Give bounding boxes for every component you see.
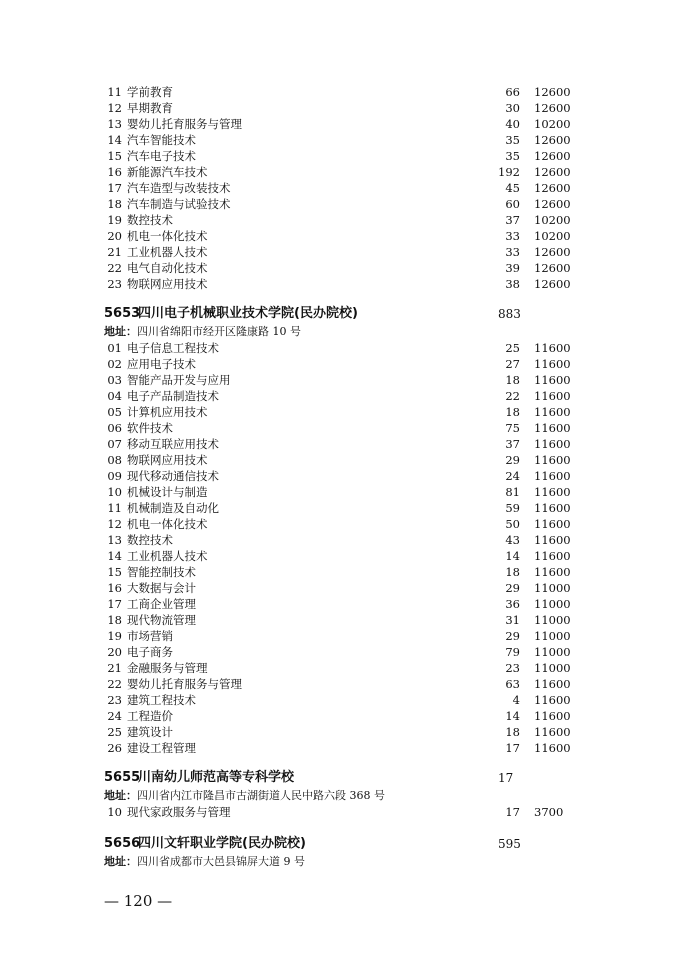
program-fee: 12600	[534, 85, 571, 99]
program-name: 物联网应用技术	[127, 453, 208, 467]
program-fee: 12600	[534, 133, 571, 147]
program-name: 学前教育	[127, 85, 173, 99]
program-code: 21	[107, 245, 122, 259]
program-code: 24	[107, 709, 122, 723]
program-fee: 11600	[534, 485, 571, 499]
school-total: 883	[498, 307, 521, 321]
program-name: 大数据与会计	[127, 581, 196, 595]
program-code: 22	[107, 261, 122, 275]
program-code: 15	[107, 149, 122, 163]
school-name: 川南幼儿师范高等专科学校	[138, 770, 295, 785]
program-fee: 11600	[534, 741, 571, 755]
program-fee: 11000	[534, 597, 571, 611]
program-count: 18	[505, 725, 520, 739]
program-count: 29	[505, 581, 520, 595]
program-code: 21	[107, 661, 122, 675]
program-fee: 3700	[534, 805, 564, 819]
program-name: 应用电子技术	[127, 357, 196, 371]
program-count: 45	[505, 181, 520, 195]
school-total: 595	[498, 837, 521, 851]
program-fee: 12600	[534, 245, 571, 259]
program-code: 09	[107, 469, 122, 483]
program-count: 17	[505, 805, 520, 819]
program-name: 机电一体化技术	[127, 229, 208, 243]
program-code: 15	[107, 565, 122, 579]
program-name: 电子信息工程技术	[127, 341, 219, 355]
program-name: 软件技术	[127, 421, 173, 435]
program-count: 35	[505, 133, 520, 147]
program-fee: 12600	[534, 197, 571, 211]
program-fee: 10200	[534, 229, 571, 243]
school-name: 四川文轩职业学院(民办院校)	[138, 836, 306, 851]
program-code: 20	[107, 645, 122, 659]
program-code: 08	[107, 453, 122, 467]
program-name: 现代家政服务与管理	[127, 805, 231, 819]
program-fee: 11000	[534, 613, 571, 627]
program-code: 10	[107, 805, 122, 819]
program-count: 66	[505, 85, 520, 99]
program-count: 33	[505, 229, 520, 243]
program-count: 30	[505, 101, 520, 115]
address-label: 地址：	[104, 855, 137, 868]
program-code: 23	[107, 693, 122, 707]
school-code: 5655	[104, 770, 141, 785]
program-count: 4	[512, 693, 520, 707]
program-name: 新能源汽车技术	[127, 165, 208, 179]
program-count: 27	[505, 357, 520, 371]
program-fee: 12600	[534, 165, 571, 179]
program-count: 18	[505, 405, 520, 419]
program-name: 建筑设计	[127, 725, 173, 739]
program-name: 数控技术	[127, 533, 173, 547]
program-code: 10	[107, 485, 122, 499]
program-code: 18	[107, 197, 122, 211]
program-fee: 11600	[534, 453, 571, 467]
program-count: 59	[505, 501, 520, 515]
program-name: 计算机应用技术	[127, 405, 208, 419]
program-fee: 11000	[534, 581, 571, 595]
program-name: 婴幼儿托育服务与管理	[127, 117, 242, 131]
school-address	[104, 324, 301, 340]
program-name: 工业机器人技术	[127, 245, 208, 259]
program-name: 汽车制造与试验技术	[127, 197, 231, 211]
program-count: 63	[505, 677, 520, 691]
program-count: 38	[505, 277, 520, 291]
address-text: 四川省成都市大邑县锦屏大道 9 号	[137, 855, 305, 868]
program-code: 18	[107, 613, 122, 627]
program-fee: 11600	[534, 725, 571, 739]
program-code: 04	[107, 389, 122, 403]
program-name: 建筑工程技术	[127, 693, 196, 707]
program-count: 29	[505, 453, 520, 467]
program-count: 35	[505, 149, 520, 163]
program-code: 23	[107, 277, 122, 291]
program-count: 37	[505, 213, 520, 227]
program-fee: 12600	[534, 149, 571, 163]
program-name: 机械设计与制造	[127, 485, 208, 499]
program-name: 电子商务	[127, 645, 173, 659]
program-code: 01	[107, 341, 122, 355]
program-name: 早期教育	[127, 101, 173, 115]
program-name: 婴幼儿托育服务与管理	[127, 677, 242, 691]
program-name: 工商企业管理	[127, 597, 196, 611]
program-fee: 11600	[534, 709, 571, 723]
program-name: 金融服务与管理	[127, 661, 208, 675]
program-fee: 11600	[534, 693, 571, 707]
program-code: 12	[107, 101, 122, 115]
program-count: 75	[505, 421, 520, 435]
address-text: 四川省绵阳市经开区隆康路 10 号	[137, 325, 301, 338]
program-count: 50	[505, 517, 520, 531]
program-code: 17	[107, 181, 122, 195]
program-count: 22	[505, 389, 520, 403]
program-name: 汽车电子技术	[127, 149, 196, 163]
program-code: 12	[107, 517, 122, 531]
program-code: 14	[107, 549, 122, 563]
program-fee: 11600	[534, 533, 571, 547]
program-code: 16	[107, 581, 122, 595]
program-fee: 11600	[534, 469, 571, 483]
program-count: 18	[505, 373, 520, 387]
program-fee: 12600	[534, 181, 571, 195]
program-name: 物联网应用技术	[127, 277, 208, 291]
program-fee: 11600	[534, 517, 571, 531]
program-code: 17	[107, 597, 122, 611]
program-name: 机械制造及自动化	[127, 501, 219, 515]
program-code: 11	[107, 85, 122, 99]
program-count: 79	[505, 645, 520, 659]
program-fee: 12600	[534, 277, 571, 291]
school-code: 5653	[104, 306, 141, 321]
program-count: 14	[505, 709, 520, 723]
program-name: 智能控制技术	[127, 565, 196, 579]
program-count: 31	[505, 613, 520, 627]
program-code: 05	[107, 405, 122, 419]
program-count: 17	[505, 741, 520, 755]
program-fee: 10200	[534, 117, 571, 131]
program-code: 20	[107, 229, 122, 243]
program-fee: 11600	[534, 341, 571, 355]
program-fee: 11000	[534, 629, 571, 643]
program-count: 43	[505, 533, 520, 547]
program-name: 数控技术	[127, 213, 173, 227]
program-fee: 11600	[534, 677, 571, 691]
program-name: 机电一体化技术	[127, 517, 208, 531]
program-name: 现代移动通信技术	[127, 469, 219, 483]
program-fee: 11600	[534, 373, 571, 387]
program-fee: 11000	[534, 645, 571, 659]
program-fee: 12600	[534, 101, 571, 115]
program-count: 18	[505, 565, 520, 579]
program-count: 39	[505, 261, 520, 275]
program-name: 市场营销	[127, 629, 173, 643]
school-total: 17	[498, 771, 514, 785]
program-fee: 11600	[534, 357, 571, 371]
program-code: 02	[107, 357, 122, 371]
program-code: 19	[107, 629, 122, 643]
address-text: 四川省内江市隆昌市古湖街道人民中路六段 368 号	[137, 789, 385, 802]
program-code: 22	[107, 677, 122, 691]
program-fee: 11600	[534, 389, 571, 403]
program-fee: 11600	[534, 565, 571, 579]
school-code: 5656	[104, 836, 141, 851]
program-fee: 11000	[534, 661, 571, 675]
program-fee: 12600	[534, 261, 571, 275]
program-name: 电子产品制造技术	[127, 389, 219, 403]
school-name: 四川电子机械职业技术学院(民办院校)	[138, 306, 358, 321]
program-count: 40	[505, 117, 520, 131]
program-count: 36	[505, 597, 520, 611]
program-code: 03	[107, 373, 122, 387]
school-address	[104, 854, 305, 870]
program-code: 19	[107, 213, 122, 227]
program-code: 16	[107, 165, 122, 179]
program-name: 工业机器人技术	[127, 549, 208, 563]
program-count: 24	[505, 469, 520, 483]
program-count: 37	[505, 437, 520, 451]
program-fee: 11600	[534, 405, 571, 419]
program-code: 13	[107, 533, 122, 547]
program-code: 06	[107, 421, 122, 435]
program-fee: 11600	[534, 549, 571, 563]
program-code: 26	[107, 741, 122, 755]
program-fee: 11600	[534, 421, 571, 435]
program-code: 13	[107, 117, 122, 131]
program-name: 工程造价	[127, 709, 173, 723]
program-count: 81	[505, 485, 520, 499]
program-code: 11	[107, 501, 122, 515]
program-name: 汽车造型与改装技术	[127, 181, 231, 195]
program-name: 电气自动化技术	[127, 261, 208, 275]
address-label: 地址：	[104, 789, 137, 802]
page-number: — 120 —	[104, 892, 173, 910]
program-name: 建设工程管理	[127, 741, 196, 755]
program-fee: 11600	[534, 437, 571, 451]
address-label: 地址：	[104, 325, 137, 338]
program-code: 14	[107, 133, 122, 147]
program-count: 25	[505, 341, 520, 355]
program-count: 192	[498, 165, 520, 179]
program-fee: 11600	[534, 501, 571, 515]
program-name: 移动互联应用技术	[127, 437, 219, 451]
program-code: 25	[107, 725, 122, 739]
program-name: 汽车智能技术	[127, 133, 196, 147]
program-count: 60	[505, 197, 520, 211]
program-count: 23	[505, 661, 520, 675]
program-name: 现代物流管理	[127, 613, 196, 627]
program-fee: 10200	[534, 213, 571, 227]
school-address	[104, 788, 385, 804]
program-count: 29	[505, 629, 520, 643]
program-code: 07	[107, 437, 122, 451]
program-name: 智能产品开发与应用	[127, 373, 231, 387]
program-count: 33	[505, 245, 520, 259]
program-count: 14	[505, 549, 520, 563]
